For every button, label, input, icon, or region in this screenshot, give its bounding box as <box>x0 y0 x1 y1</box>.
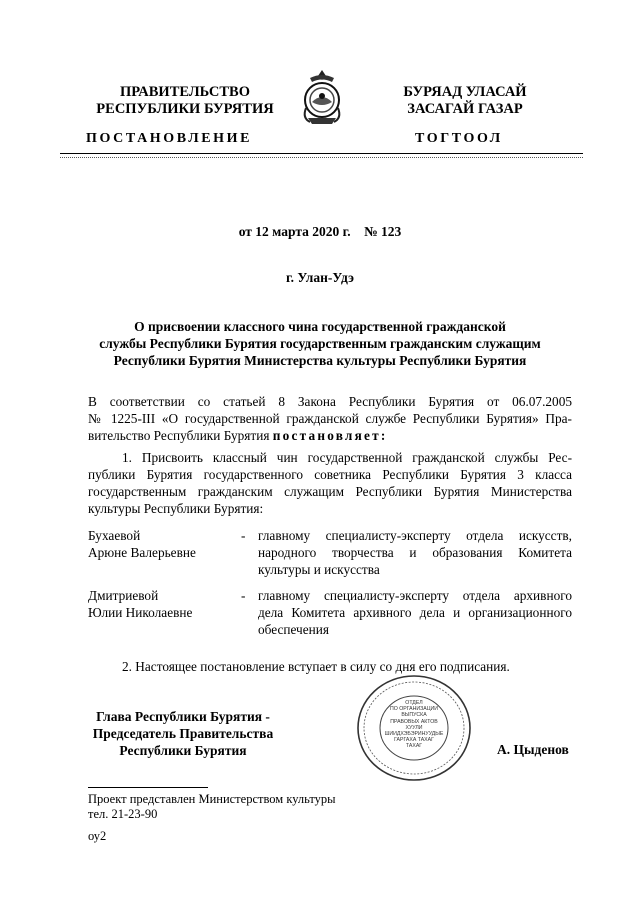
signatory-title <box>78 708 288 759</box>
signatory-name: А. Цыденов <box>497 742 569 757</box>
employee-2-name <box>88 587 248 621</box>
title-line1: О присвоении классного чина государственной гражданской <box>134 319 506 334</box>
seal-text-line3: ВЫПУСКА <box>401 712 427 719</box>
official-seal <box>356 674 472 782</box>
title-line2: службы Республики Бурятия государственным гражданским служащим <box>99 336 541 351</box>
signatory-title-line2: Председатель Правительства <box>92 726 274 741</box>
footnote-divider <box>88 787 208 788</box>
seal-text-line7: ГАРГАХА ТАХАГ <box>394 737 434 744</box>
preamble-line1: В соответствии со статьей 8 Закона Республики Бурятия от 06.07.2005 <box>88 394 572 409</box>
employee-1-dash: - <box>241 528 246 543</box>
government-name-line1: ПРАВИТЕЛЬСТВО <box>120 84 250 100</box>
footnote-line1: Проект представлен Министерством культуры <box>88 792 336 806</box>
item1-line4: культуры Республики Бурятия: <box>88 501 264 516</box>
preamble-line2: № 1225-III «О государственной гражданской службе Республики Бурятия» Пра- <box>88 411 572 426</box>
city: г. Улан-Удэ <box>286 270 354 285</box>
footnote <box>88 792 336 822</box>
preamble-line3 <box>88 427 572 444</box>
seal-text-line1: ОТДЕЛ <box>405 700 423 706</box>
employee-1-surname: Бухаевой <box>88 528 141 543</box>
employee-2-dash: - <box>241 588 246 603</box>
item1-line2: публики Бурятия государственного советника Республики Бурятия 3 класса <box>88 467 572 482</box>
document-type-bua: ТОГТООЛ <box>415 131 503 146</box>
item1-line1: 1. Присвоить классный чин государственной гражданской службы Рес- <box>122 450 572 465</box>
coat-of-arms-icon <box>298 68 346 126</box>
document-title <box>60 318 580 369</box>
employee-1-firstname: Арюне Валерьевне <box>88 545 196 560</box>
seal-text-line8: ТАХАГ <box>405 743 423 750</box>
employee-1-position-line3: культуры и искусства <box>258 562 380 577</box>
title-line3: Республики Бурятия Министерства культуры Республики Бурятия <box>113 353 527 368</box>
decree-verb: постановляет: <box>272 428 388 443</box>
seal-text-line4: ПРАВОВЫХ АКТОВ <box>390 718 438 725</box>
signatory-title-line3: Республики Бурятия <box>119 743 247 758</box>
employee-2-surname: Дмитриевой <box>88 588 159 603</box>
header-divider <box>60 153 583 154</box>
employee-2-firstname: Юлии Николаевне <box>88 605 193 620</box>
preamble-line3-text: вительство Республики Бурятия <box>88 428 273 443</box>
employee-2-position-line2: дела Комитета архивного дела и организационного <box>258 605 572 620</box>
government-name-bua-line1: БУРЯАД УЛАСАЙ <box>403 84 527 100</box>
employee-1-name <box>88 527 248 561</box>
seal-text-line2: ПО ОРГАНИЗАЦИИ <box>390 706 438 713</box>
employee-1-position-line2: народного творчества и образования Комитета <box>258 545 572 560</box>
document-type-ru: ПОСТАНОВЛЕНИЕ <box>86 131 253 146</box>
footnote-line2: тел. 21-23-90 <box>88 807 158 821</box>
employee-2-position-line3: обеспечения <box>258 622 329 637</box>
government-name-ru <box>80 84 290 118</box>
item2: 2. Настоящее постановление вступает в силу со дня его подписания. <box>122 659 510 674</box>
seal-text-line5: ХУУЛИ <box>405 724 423 731</box>
government-name-bua <box>375 84 555 118</box>
employee-1-position <box>258 527 572 578</box>
seal-text <box>381 700 447 750</box>
government-name-bua-line2: ЗАСАГАЙ ГАЗАР <box>407 101 523 117</box>
signatory-title-line1: Глава Республики Бурятия - <box>96 709 270 724</box>
employee-2-position <box>258 587 572 638</box>
header-divider-dotted <box>60 157 583 158</box>
document-code: оу2 <box>88 829 107 843</box>
government-name-line2: РЕСПУБЛИКИ БУРЯТИЯ <box>96 101 274 117</box>
employee-1-position-line1: главному специалисту-эксперту отдела искусств, <box>258 528 572 543</box>
item1-line3: государственным гражданским служащим Республики Бурятия Министерства <box>88 484 572 499</box>
employee-2-position-line1: главному специалисту-эксперту отдела архивного <box>258 588 572 603</box>
date-and-number: от 12 марта 2020 г. № 123 <box>238 224 402 239</box>
seal-text-line6: ШИИДХЭБЭРИНУУДЫЕ <box>384 731 444 738</box>
